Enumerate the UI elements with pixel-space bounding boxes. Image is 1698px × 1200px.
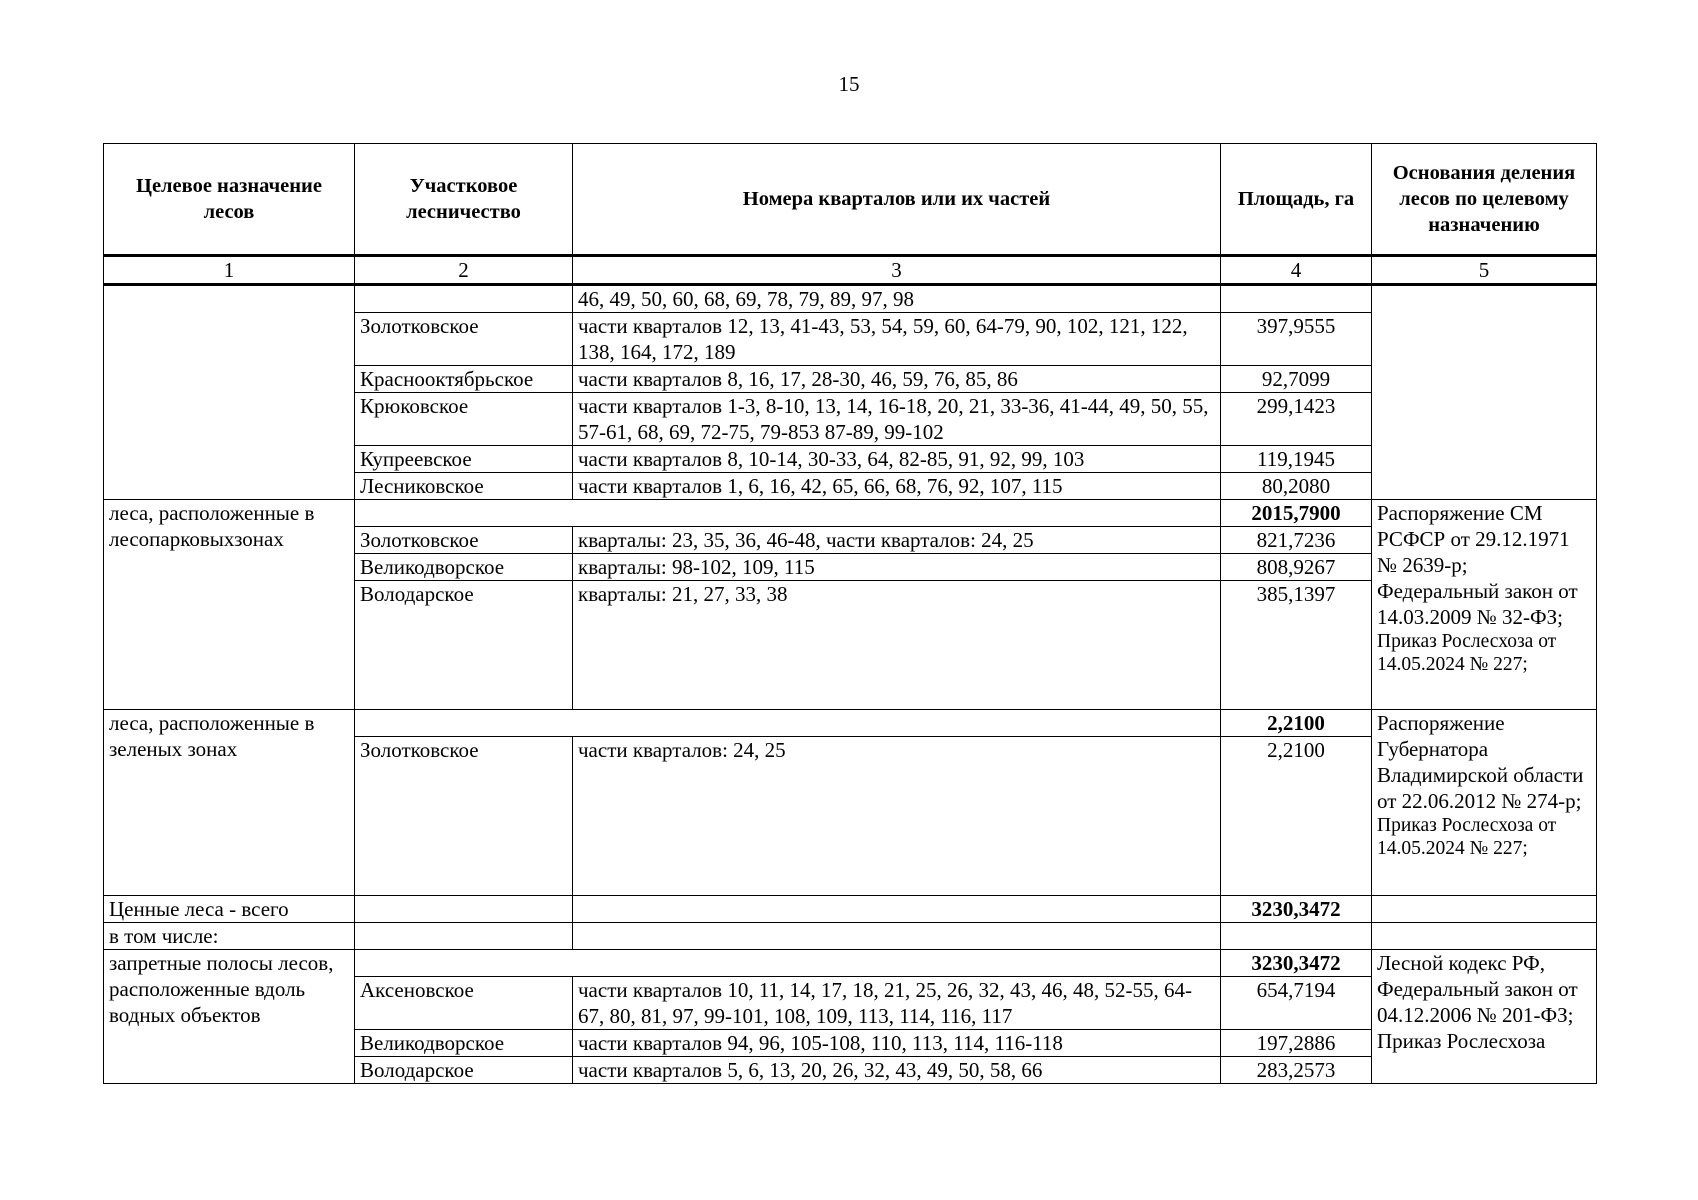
area-cell: 2,2100 (1221, 737, 1372, 896)
area-cell: 119,1945 (1221, 446, 1372, 473)
area-cell: 197,2886 (1221, 1030, 1372, 1057)
basis-cell: Лесной кодекс РФ, Федеральный закон от 04.12.2006 № 201-ФЗ; Приказ Рослесхоза (1372, 950, 1597, 1084)
district-cell: Володарское (355, 1057, 573, 1084)
district-cell (355, 285, 573, 313)
basis-text: Распоряжение СМ РСФСР от 29.12.1971 № 2639-р; Федеральный закон от 14.03.2009 № 32-ФЗ; (1377, 501, 1578, 629)
purpose-cell: леса, расположенные в зеленых зонах (104, 710, 355, 896)
district-cell: Золотковское (355, 313, 573, 366)
area-cell: 808,9267 (1221, 554, 1372, 581)
quarters-cell: части кварталов 8, 10-14, 30-33, 64, 82-85, 91, 92, 99, 103 (573, 446, 1221, 473)
table-row (104, 710, 1597, 737)
quarters-cell: части кварталов 94, 96, 105-108, 110, 113, 114, 116-118 (573, 1030, 1221, 1057)
district-cell: Золотковское (355, 737, 573, 896)
group-total-area: 2,2100 (1221, 710, 1372, 737)
header-quarters: Номера кварталов или их частей (573, 144, 1221, 256)
quarters-cell: части кварталов 8, 16, 17, 28-30, 46, 59, 76, 85, 86 (573, 366, 1221, 393)
purpose-cell: Ценные леса - всего (104, 896, 355, 923)
quarters-cell (573, 896, 1221, 923)
district-cell: Золотковское (355, 527, 573, 554)
column-number: 2 (355, 256, 573, 285)
quarters-cell: части кварталов 1, 6, 16, 42, 65, 66, 68, 76, 92, 107, 115 (573, 473, 1221, 500)
quarters-cell: 46, 49, 50, 60, 68, 69, 78, 79, 89, 97, 98 (573, 285, 1221, 313)
quarters-cell: части кварталов 1-3, 8-10, 13, 14, 16-18, 20, 21, 33-36, 41-44, 49, 50, 55, 57-61, 68, 69, 72-75, 79-853 87-89, 99-102 (573, 393, 1221, 446)
basis-text: Распоряжение Губернатора Владимирской области от 22.06.2012 № 274-р; (1377, 711, 1584, 813)
area-cell (1221, 923, 1372, 950)
district-cell: Лесниковское (355, 473, 573, 500)
quarters-cell: кварталы: 98-102, 109, 115 (573, 554, 1221, 581)
forest-purpose-table (103, 143, 1597, 1084)
district-cell: Краснооктябрьское (355, 366, 573, 393)
area-cell: 385,1397 (1221, 581, 1372, 710)
column-number-row (104, 256, 1597, 285)
group-total-area: 3230,3472 (1221, 950, 1372, 977)
table-row (104, 923, 1597, 950)
purpose-cell (104, 285, 355, 500)
column-number: 3 (573, 256, 1221, 285)
area-cell: 654,7194 (1221, 977, 1372, 1030)
quarters-cell: части кварталов: 24, 25 (573, 737, 1221, 896)
quarters-cell: кварталы: 23, 35, 36, 46-48, части кварталов: 24, 25 (573, 527, 1221, 554)
district-cell: Великодворское (355, 1030, 573, 1057)
column-number: 5 (1372, 256, 1597, 285)
purpose-cell: в том числе: (104, 923, 355, 950)
district-cell (355, 923, 573, 950)
quarters-cell: части кварталов 12, 13, 41-43, 53, 54, 59, 60, 64-79, 90, 102, 121, 122, 138, 164, 172, 189 (573, 313, 1221, 366)
table-row (104, 896, 1597, 923)
district-cell: Крюковское (355, 393, 573, 446)
area-cell: 299,1423 (1221, 393, 1372, 446)
header-row (104, 144, 1597, 256)
area-cell: 92,7099 (1221, 366, 1372, 393)
table-row (104, 285, 1597, 313)
basis-cell (1372, 923, 1597, 950)
header-purpose: Целевое назначение лесов (104, 144, 355, 256)
district-cell: Великодворское (355, 554, 573, 581)
header-district: Участковое лесничество (355, 144, 573, 256)
district-cell: Аксеновское (355, 977, 573, 1030)
column-number: 1 (104, 256, 355, 285)
group-spacer-cell (355, 500, 1221, 527)
group-spacer-cell (355, 950, 1221, 977)
group-total-area: 3230,3472 (1221, 896, 1372, 923)
header-area: Площадь, га (1221, 144, 1372, 256)
area-cell: 397,9555 (1221, 313, 1372, 366)
quarters-cell (573, 923, 1221, 950)
basis-text: Приказ Рослесхоза от 14.05.2024 № 227; (1377, 631, 1557, 675)
basis-cell (1372, 500, 1597, 710)
group-total-area: 2015,7900 (1221, 500, 1372, 527)
quarters-cell: кварталы: 21, 27, 33, 38 (573, 581, 1221, 710)
district-cell: Володарское (355, 581, 573, 710)
area-cell: 80,2080 (1221, 473, 1372, 500)
basis-text: Приказ Рослесхоза от 14.05.2024 № 227; (1377, 815, 1557, 859)
quarters-cell: части кварталов 10, 11, 14, 17, 18, 21, 25, 26, 32, 43, 46, 48, 52-55, 64-67, 80, 81, 97, 99-101, 108, 109, 113, 114, 116, 117 (573, 977, 1221, 1030)
purpose-cell: леса, расположенные в лесопарковыхзонах (104, 500, 355, 710)
column-number: 4 (1221, 256, 1372, 285)
area-cell: 283,2573 (1221, 1057, 1372, 1084)
page-number: 15 (838, 72, 860, 96)
header-basis: Основания деления лесов по целевому назначению (1372, 144, 1597, 256)
quarters-cell: части кварталов 5, 6, 13, 20, 26, 32, 43, 49, 50, 58, 66 (573, 1057, 1221, 1084)
group-spacer-cell (355, 710, 1221, 737)
basis-cell (1372, 285, 1597, 500)
district-cell: Купреевское (355, 446, 573, 473)
basis-cell (1372, 710, 1597, 896)
basis-cell (1372, 896, 1597, 923)
table-row (104, 950, 1597, 977)
table-row (104, 500, 1597, 527)
area-cell (1221, 285, 1372, 313)
purpose-cell: запретные полосы лесов, расположенные вдоль водных объектов (104, 950, 355, 1084)
district-cell (355, 896, 573, 923)
area-cell: 821,7236 (1221, 527, 1372, 554)
